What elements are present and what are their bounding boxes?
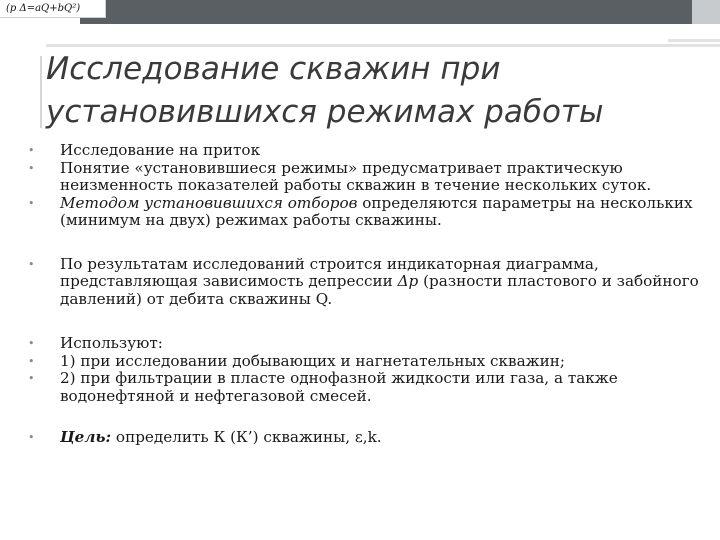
title-left-rule: [40, 56, 42, 128]
bullet-text: Исследование на приток: [60, 141, 261, 159]
bullet-text: 2) при фильтрации в пласте однофазной жидкости или газа, а также водонефтяной и нефтегазовой смесей.: [60, 369, 618, 405]
top-band-dark: [80, 0, 720, 24]
bullet-item: [22, 353, 708, 371]
title-divider-accent: [668, 39, 720, 42]
spacer: [22, 308, 708, 335]
bullet-icon: •: [28, 354, 35, 368]
spacer: [22, 230, 708, 256]
bullet-item: [22, 142, 708, 160]
bullet-item: [22, 370, 708, 405]
spacer: [22, 405, 708, 429]
bullet-item: [22, 256, 708, 309]
bullet-text: (разности пластового и забойного давлений) от дебита скважины Q.: [60, 272, 699, 308]
bullet-icon: •: [28, 337, 35, 350]
bullet-text: 1) при исследовании добывающих и нагнетательных скважин;: [60, 351, 565, 370]
goal-label: Цель:: [60, 428, 112, 446]
bullet-item: [22, 335, 708, 353]
slide-content: [22, 142, 708, 447]
bullet-icon: •: [28, 431, 35, 444]
bullet-text: определяются параметры на нескольких (минимум на двух) режимах работы скважины.: [60, 193, 693, 229]
bullet-icon: •: [28, 161, 35, 175]
bullet-text: определить К (К’) скважины, ε,k.: [111, 428, 382, 446]
slide-title: Исследование скважин при установившихся режимах работы: [46, 51, 604, 130]
bullet-text: Используют:: [60, 334, 163, 352]
bullet-emphasis: Методом установившихся отборов: [60, 193, 358, 212]
bullet-item: [22, 429, 708, 447]
top-band-light: [692, 0, 720, 24]
bullet-icon: •: [28, 257, 35, 271]
bullet-icon: •: [28, 372, 35, 385]
bullet-icon: •: [28, 144, 35, 157]
bullet-icon: •: [28, 196, 35, 210]
bullet-emphasis: Δp: [397, 272, 419, 290]
bullet-item: [22, 160, 708, 195]
formula-label: (p Δ=aQ+bQ²): [0, 0, 106, 18]
top-band: [0, 0, 720, 24]
bullet-text: По результатам исследований строится индикаторная диаграмма, представляющая зависимость депрессии: [60, 254, 599, 290]
bullet-text: Понятие «установившиеся режимы» предусматривает практическую неизменность показателей работы скважин в течение нескольких суток.: [60, 158, 652, 194]
bullet-item: [22, 195, 708, 230]
title-divider: [46, 44, 720, 47]
